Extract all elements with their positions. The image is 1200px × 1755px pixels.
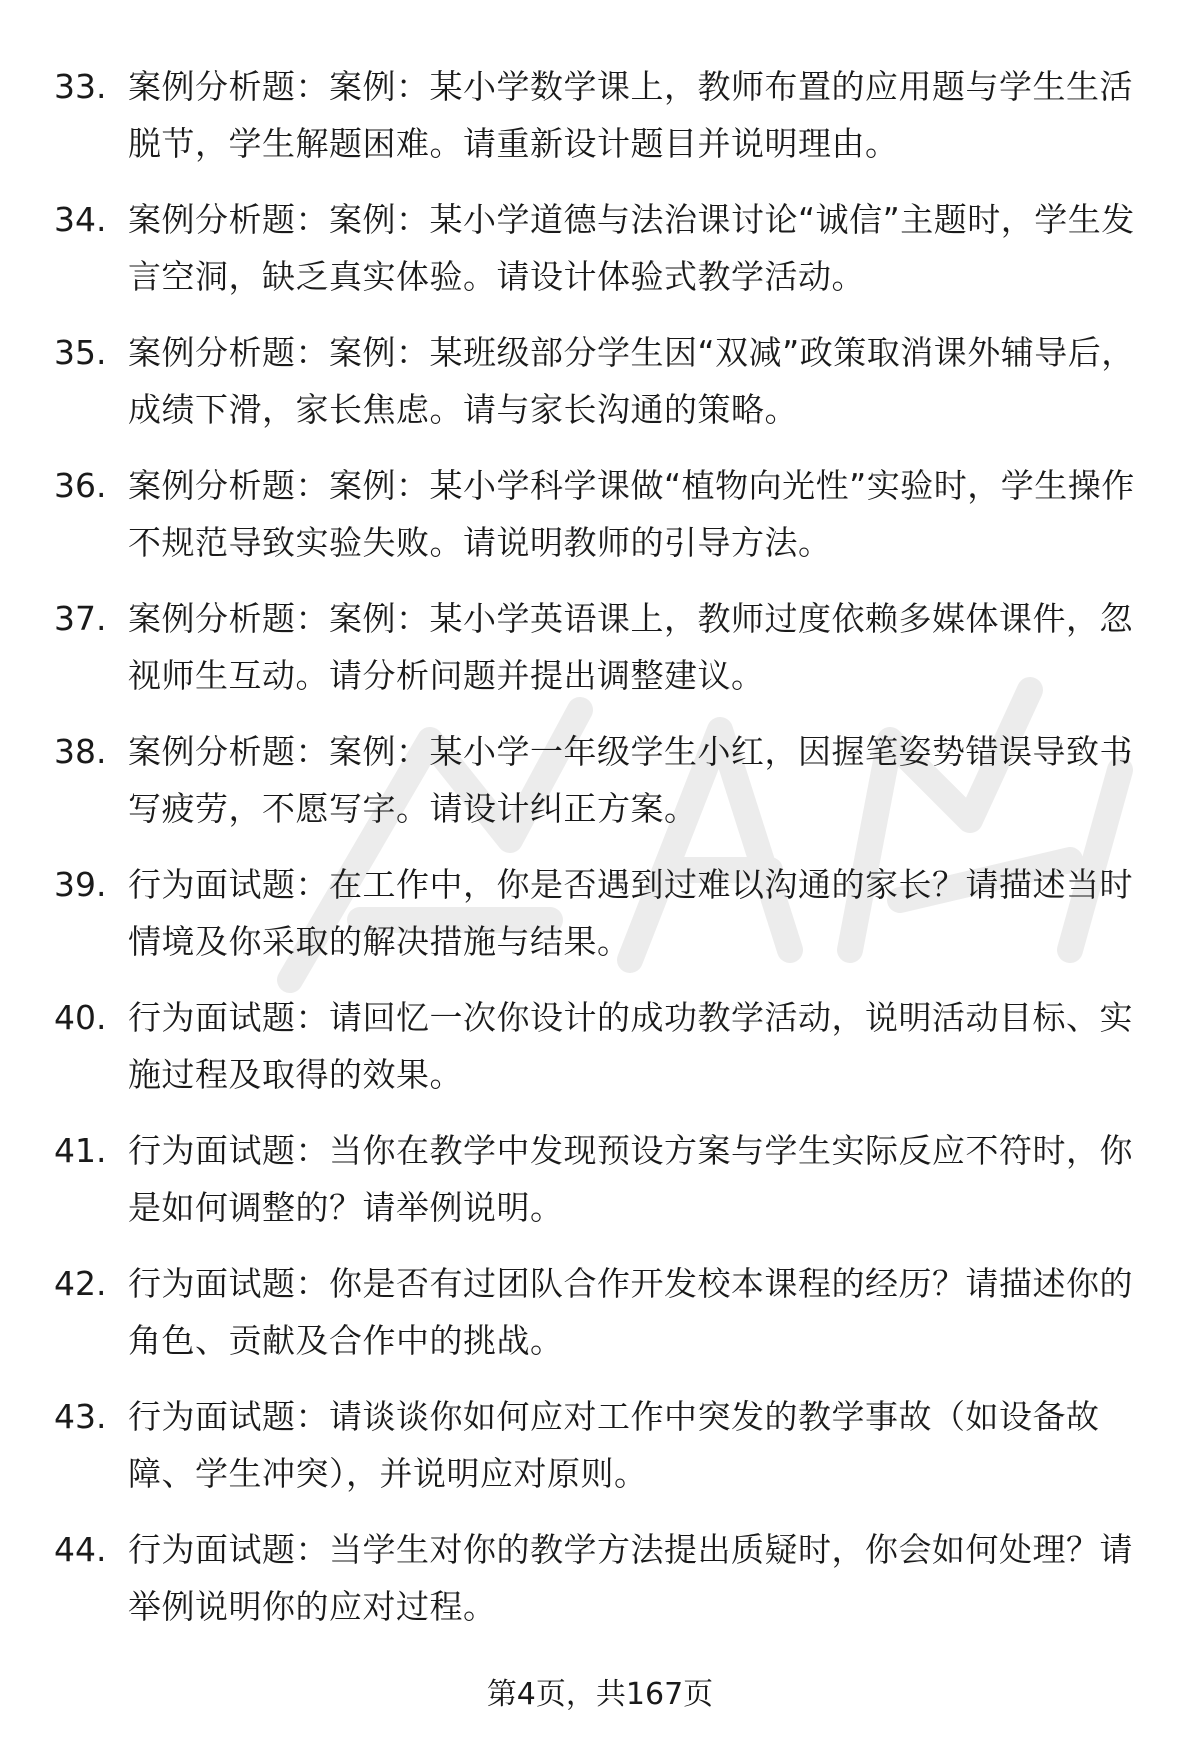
question-number: 40. — [54, 998, 107, 1037]
question-number: 39. — [54, 865, 107, 904]
question-item — [0, 1388, 1200, 1521]
question-text: 行为面试题：你是否有过团队合作开发校本课程的经历？请描述你的角色、贡献及合作中的挑战。 — [128, 1264, 1133, 1360]
question-item — [0, 324, 1200, 457]
question-number: 37. — [54, 599, 107, 638]
question-item — [0, 191, 1200, 324]
question-number: 42. — [54, 1264, 107, 1303]
question-text: 行为面试题：当你在教学中发现预设方案与学生实际反应不符时，你是如何调整的？请举例说明。 — [128, 1131, 1133, 1227]
question-number: 35. — [54, 333, 107, 372]
question-text: 行为面试题：当学生对你的教学方法提出质疑时，你会如何处理？请举例说明你的应对过程。 — [128, 1530, 1133, 1626]
question-text: 案例分析题：案例：某小学一年级学生小红，因握笔姿势错误导致书写疲劳，不愿写字。请设计纠正方案。 — [128, 732, 1133, 828]
question-text: 行为面试题：在工作中，你是否遇到过难以沟通的家长？请描述当时情境及你采取的解决措施与结果。 — [128, 865, 1133, 961]
question-item — [0, 58, 1200, 191]
question-item — [0, 1255, 1200, 1388]
question-text: 案例分析题：案例：某小学英语课上，教师过度依赖多媒体课件，忽视师生互动。请分析问题并提出调整建议。 — [128, 599, 1133, 695]
question-item — [0, 457, 1200, 590]
question-number: 41. — [54, 1131, 107, 1170]
question-text: 案例分析题：案例：某班级部分学生因“双减”政策取消课外辅导后，成绩下滑，家长焦虑。请与家长沟通的策略。 — [128, 333, 1135, 429]
question-text: 行为面试题：请谈谈你如何应对工作中突发的教学事故（如设备故障、学生冲突），并说明应对原则。 — [128, 1397, 1100, 1493]
question-item — [0, 723, 1200, 856]
question-number: 44. — [54, 1530, 107, 1569]
question-list — [0, 58, 1200, 1654]
question-number: 36. — [54, 466, 107, 505]
question-number: 43. — [54, 1397, 107, 1436]
question-text: 行为面试题：请回忆一次你设计的成功教学活动，说明活动目标、实施过程及取得的效果。 — [128, 998, 1133, 1094]
page-footer: 第4页，共167页 — [486, 1677, 714, 1712]
question-item — [0, 989, 1200, 1122]
question-item — [0, 1521, 1200, 1654]
question-item — [0, 1122, 1200, 1255]
question-number: 34. — [54, 200, 107, 239]
question-item — [0, 590, 1200, 723]
question-text: 案例分析题：案例：某小学数学课上，教师布置的应用题与学生生活脱节，学生解题困难。请重新设计题目并说明理由。 — [128, 67, 1133, 163]
question-text: 案例分析题：案例：某小学道德与法治课讨论“诚信”主题时，学生发言空洞，缺乏真实体验。请设计体验式教学活动。 — [128, 200, 1135, 296]
question-number: 33. — [54, 67, 107, 106]
question-text: 案例分析题：案例：某小学科学课做“植物向光性”实验时，学生操作不规范导致实验失败。请说明教师的引导方法。 — [128, 466, 1135, 562]
question-item — [0, 856, 1200, 989]
question-number: 38. — [54, 732, 107, 771]
